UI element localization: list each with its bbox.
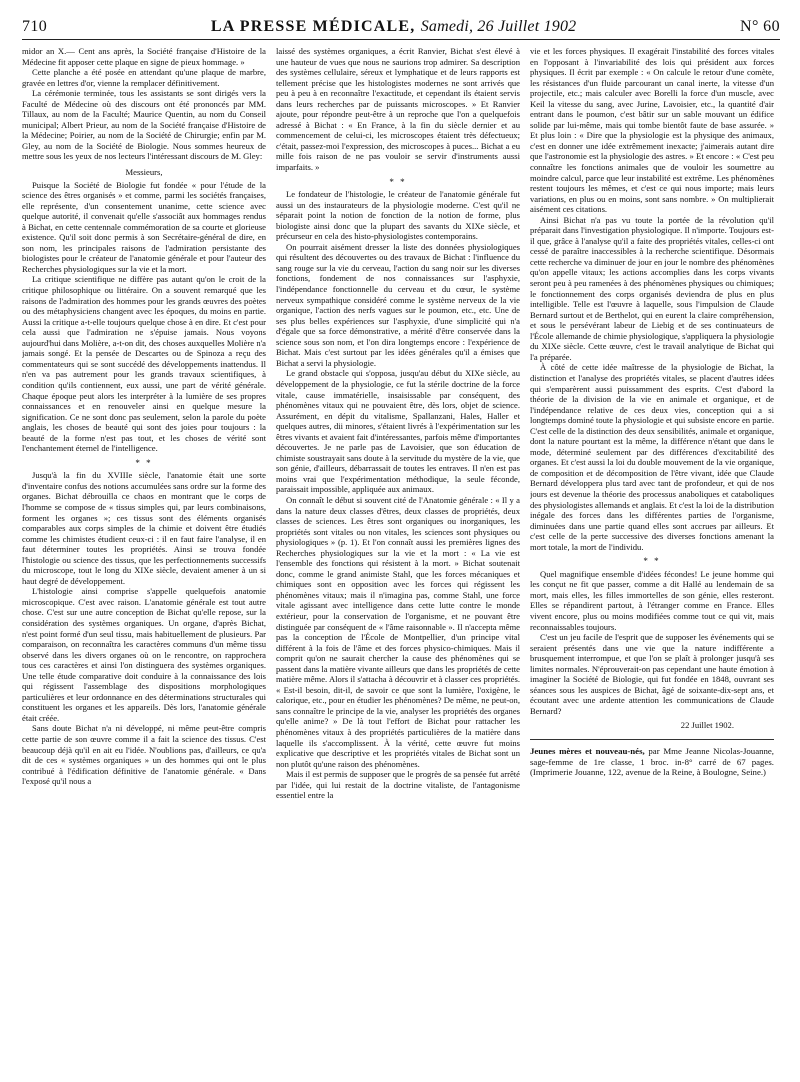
column-1 bbox=[22, 46, 266, 1076]
header-rule bbox=[22, 39, 780, 40]
speech-date: 22 Juillet 1902. bbox=[680, 720, 734, 731]
page-header bbox=[22, 18, 780, 36]
issue-date: Samedi, 26 Juillet 1902 bbox=[420, 18, 577, 35]
paragraph: Le grand obstacle qui s'opposa, jusqu'au début du XIXe siècle, au développement de la physiologie, ce fut la stérile doctrine de la force vitale, cause immatérielle, insaisissable par conséquent, des phénomènes vitaux qui ne pouvaient être, dès lors, objet de science. Assurément, en dépit du vitalisme, Spallanzani, Hales, Haller et quelques autres, dii minores, s'étaient livrés à l'expérimentation sur les êtres vivants et avaient fait d'intéressantes, parfois même d'importantes découvertes. Je ne parle pas de Lavoisier, que son éducation de chimiste soustrayait sans doute à la servitude du mystère de la vie, que son génie, d'ailleurs, débarrassait de toutes les entraves. Il n'en est pas moins vrai que l'expérimentation méthodique, la seule féconde, paraissait impossible, appliquée aux animaux. bbox=[276, 368, 520, 495]
paragraph: La critique scientifique ne diffère pas autant qu'on le croit de la critique philosophique ou littéraire. On a souvent remarqué que les raisons de l'admiration des hommes pour les grands œuvres des poètes ou des métaphysiciens changent avec les époques, du moins en partie. Aussi la critique a-t-elle toujours quelque chose à en dire. Et c'est pour cela aussi que l'admiration ne s'épuise jamais. Nous voyons aujourd'hui dans Molière, a-t-on dit, des choses auxquelles Molière n'a jamais songé. Et la pensée de Descartes ou de Spinoza a reçu des commentateurs qui se sont succédé des développements inattendus. Il n'en va pas autrement pour les grands travaux scientifiques, à condition qu'ils contiennent, eux aussi, une part de vérité générale. Chaque époque peut alors les interpréter à la lumière de ses propres connaissances et en renouveler ainsi en quelque mesure la signification. Ce ne sont donc pas seulement, selon la parole du poète anglais, les choses de beauté qui sont des joies pour toujours : la beauté de la forme n'est pas tout, et les choses de vérité sont l'enchantement éternel de l'intelligence. bbox=[22, 274, 266, 454]
paragraph: Ainsi Bichat n'a pas vu toute la portée de la révolution qu'il préparait dans l'investigation physiologique. Il n'importe. Toujours est-il que, grâce à l'analyse qu'il a faite des propriétés vitales, celles-ci ont cessé de paraître inaccessibles à la recherche scientifique. Désormais cette recherche va diminuer de jour en jour le nombre des phénomènes qu'on appelle vitaux; les actions accomplies dans les corps vivants seront peu à peu ramenées à des phénomènes physiques ou chimiques; le fonctionnement des corps organisés deviendra de plus en plus intelligible. Telle est l'œuvre à laquelle, sous l'impulsion de Claude Bernard surtout et de Berthelot, qui en eurent la claire compréhension, et sous le persévérant labeur de Liebig et de ses continuateurs de l'École allemande de chimie physiologique, s'appliquera la physiologie du XIXe siècle. Cette œuvre, c'est le travail analytique de Bichat qui l'a préparée. bbox=[530, 214, 774, 362]
column-2 bbox=[276, 46, 520, 1076]
paragraph: Quel magnifique ensemble d'idées fécondes! Le jeune homme qui les conçut ne fit que passer, comme a dit Hallé au lendemain de sa mort, mais elles, les filles immortelles de son génie, elles resteront. Elles se répandirent partout, à l'étranger comme en France. Elles vivent encore, plus ou moins modifiées comme tout ce qui vit, mais reconnaissables toujours. bbox=[530, 568, 774, 632]
notice-body: par Mme Jeanne Nicolas-Jouanne, sage-femme de 1re classe, 1 broc. in-8° carré de 67 pages. (Imprimerie Jouanne, 122, avenue de la Reine, à Boulogne, Seine.) bbox=[530, 746, 774, 778]
issue-number: N° 60 bbox=[740, 18, 780, 35]
paragraph: Cette planche a été posée en attendant qu'une plaque de marbre, gravée en lettres d'or, vienne la remplacer définitivement. bbox=[22, 67, 266, 88]
section-stars: * * bbox=[135, 457, 153, 468]
paragraph: L'histologie ainsi comprise s'appelle quelquefois anatomie microscopique. C'est avec raison. L'anatomie générale est tout autre chose. C'est sur une autre conception de Bichat qu'elle repose, sur la considération des systèmes organiques. Un organe, d'après Bichat, n'est point formé d'un seul tissu, mais habituellement de plusieurs. Par comparaison, on reconnaîtra les caractères communs d'un même tissu observé dans les divers organes où on le rencontre, on rapprochera tous ces caractères et ainsi l'on distinguera des systèmes organiques. Une telle étude comparative doit conduire à la connaissance des lois qui régissent l'assemblage des dispositions morphologiques particulières et leur ordonnance en des déterminations structurales qui constituent les organes et les appareils. Dès lors, l'anatomie générale était créée. bbox=[22, 586, 266, 723]
section-stars: * * bbox=[643, 556, 661, 567]
notice-separator bbox=[530, 739, 774, 740]
paragraph: On connaît le début si souvent cité de l'Anatomie générale : « Il y a dans la nature deux classes d'êtres, deux classes de propriétés, deux classes de sciences. Les êtres sont organiques ou inorganiques, les propriétés sont vitales ou non vitales, les sciences sont physiques ou physiologiques » (p. 1). Et l'on connaît aussi les premières lignes des Recherches physiologiques sur la vie et la mort : « La vie est l'ensemble des fonctions qui résistent à la mort. » Bichat soutenait donc, comme le grand animiste Stahl, que les forces mécaniques et chimiques sont en opposition avec les forces qui régissent les phénomènes vitaux; mais il n'imagina pas, comme Stahl, une force vitale agissant avec intelligence dans cette lutte contre le monde extérieur, pour la conservation de l'organisme, et ne pouvant être distinguée par conséquent de « l'âme raisonnable ». Il n'accepta même pas la conception de l'École de Montpellier, d'un principe vital différent à la fois de l'âme et des forces physico-chimiques. Mais il comprit qu'on ne saurait chercher la cause des phénomènes qui se passent dans la matière vivante ailleurs que dans les propriétés de cette matière même. Alors il s'attacha à découvrir et à classer ces propriétés. « Est-il besoin, dit-il, de savoir ce que sont la lumière, l'oxigène, le calorique, etc., pour en étudier les phénomènes? De même, ne peut-on, sans connaître le principe de la vie, analyser les propriétés des organes qu'elle anime? » De là tout l'effort de Bichat pour rattacher les phénomènes vitaux à des propriétés particulières de la matière dans laquelle ils s'accomplissent. À la vérité, cette œuvre fut moins explicative que descriptive et les propriétés vitales de Bichat sont un non plutôt qu'une raison des phénomènes. bbox=[276, 494, 520, 769]
section-stars: * * bbox=[389, 176, 407, 187]
paragraph: Sans doute Bichat n'a ni développé, ni même peut-être compris cette partie de son œuvre comme il a fait la science des tissus. C'est beaucoup déjà qu'il en ait eu l'idée. N'oublions pas, d'ailleurs, ce qu'a dit de ces « systèmes organiques » un des hommes qui ont le plus contribué à l'édification définitive de l'anatomie générale. « Dans l'exposé qu'il nous a bbox=[22, 723, 266, 787]
paragraph: La cérémonie terminée, tous les assistants se sont dirigés vers la Faculté de Médecine où des discours ont été prononcés par MM. Tillaux, au nom de la Faculté; Maurice Quentin, au nom du Conseil municipal; Albert Prieur, au nom de la Société française d'Histoire de la Médecine; Poirier, au nom de la Société de Chirurgie; enfin par M. Gley, au nom de la Société de Biologie. Nous sommes heureux de mettre sous les yeux de nos lecteurs l'intéressant discours de M. Gley: bbox=[22, 88, 266, 162]
column-3 bbox=[530, 46, 774, 1076]
book-notice bbox=[530, 746, 774, 778]
paragraph: vie et les forces physiques. Il exagérait l'instabilité des forces vitales en l'opposant à l'invariabilité des lois qui président aux forces physiques. Il écrit par exemple : « On calcule le retour d'une comète, les résistances d'un fluide parcourant un canal inerte, la vitesse d'un projectile, etc.; mais calculer avec Borelli la force d'un muscle, avec Keil la vitesse du sang, avec Jurine, Lavoisier, etc., la quantité d'air entrant dans le poumon, c'est bâtir sur un sable mouvant un édifice solide par lui-même, mais qui tombe bientôt faute de base assurée. » Et plus loin : « Dire que la physiologie est la physique des animaux, c'est en donner une idée extrêmement inexacte; j'aimerais autant dire que l'astronomie est la physiologie des astres. » Et encore : « C'est peu connaître les fonctions animales que de vouloir les soumettre au moindre calcul, parce que leur instabilité est extrême. Les phénomènes restent toujours les mêmes, et c'est ce qui nous importe; mais leurs variations, en plus ou en moins, sont sans nombre. » On multiplierait aisément ces citations. bbox=[530, 46, 774, 215]
paragraph: Mais il est permis de supposer que le progrès de sa pensée fut arrêté par l'idée, qui lui restait de la doctrine vitaliste, de l'antagonisme essentiel entre la bbox=[276, 769, 520, 801]
journal-title bbox=[211, 18, 577, 36]
paragraph: On pourrait aisément dresser la liste des données physiologiques qui résultent des découvertes ou des travaux de Bichat : l'influence du sang rouge sur la vie du cerveau, l'action du sang noir sur les diverses fonctions, fondement de nos connaissances sur l'asphyxie, l'indépendance fonctionnelle du cerveau et du cœur, le système nerveux sympathique considéré comme le système nerveux de la vie organique, l'action des nerfs vagues sur le poumon, etc., etc. Une de ses plus belles expériences sur l'asphyxie, d'une simplicité qui n'a d'égale que sa force démonstrative, a mérité d'être conservée dans la science sous son nom, et l'on dira longtemps encore : l'expérience de Bichat. Mais c'est surtout par les idées générales qu'il a émises que Bichat a servi la physiologie. bbox=[276, 241, 520, 368]
paragraph: C'est un jeu facile de l'esprit que de supposer les événements qui se seraient présentés dans une vie que la nature indifférente a brusquement interrompue, et que l'on se plaît à prolonger jusqu'à ses limites normales. N'éprouverait-on pas cependant une haute émotion à imaginer la Société de Biologie, qui fut fondée en 1848, ouvrant ses séances sous les auspices de Bichat, âgé de soixante-dix-sept ans, et écoutant avec une ardente attention les communications de Claude Bernard? bbox=[530, 632, 774, 716]
text-columns bbox=[22, 46, 780, 1076]
page-number: 710 bbox=[22, 18, 48, 35]
notice-title: Jeunes mères et nouveau-nés, bbox=[530, 746, 645, 756]
salutation: Messieurs, bbox=[125, 167, 163, 178]
paragraph: midor an X.— Cent ans après, la Société française d'Histoire de la Médecine fit apposer cette plaque en signe de pieux hommage. » bbox=[22, 46, 266, 67]
paragraph: Le fondateur de l'histologie, le créateur de l'anatomie générale fut aussi un des instaurateurs de la physiologie moderne. C'est qu'il ne séparait point la notion de fonction de la notion de forme, plus biologiste ainsi donc que la plupart des savants du XIXe siècle, et précurseur en cela des histo-physiologistes contemporains. bbox=[276, 189, 520, 242]
journal-name: LA PRESSE MÉDICALE, bbox=[210, 18, 416, 35]
paragraph: Jusqu'à la fin du XVIIIe siècle, l'anatomie était une sorte d'inventaire confus des notions accumulées sans ordre sur la forme des organes. Bichat débrouilla ce chaos en montrant que le corps de l'homme se compose de « tissus simples qui, par leurs combinaisons, forment les organes »; ces tissus sont des éléments organisés comparables aux corps simples de la chimie et doivent être étudiés comme les chimistes étudient ceux-ci : il en faut faire l'analyse, il en faut déterminer toutes les propriétés. Ainsi se trouva fondée l'histologie ou science des tissus, que les perfectionnements successifs du microscope, tout le long du XIXe siècle, devaient amener à un si haut degré de développement. bbox=[22, 470, 266, 586]
paragraph: laissé des systèmes organiques, a écrit Ranvier, Bichat s'est élevé à une hauteur de vues que nous ne saurions trop admirer. Sa description des systèmes cellulaire, séreux et lymphatique et de leurs rapports est tellement précise que les histologistes modernes ne sont arrivés que peu à peu à en reconnaître l'exactitude, et cependant ils étaient servis dans leurs recherches par de puissants microscopes. » Et Ranvier ajoute, pour répondre peut-être à un reproche que l'on a quelquefois adressé à Bichat : « En France, à la fin du siècle dernier et au commencement de celui-ci, les microscopes étaient très défectueux; c'était, passez-moi l'expression, des microscopes à puces... Bichat a eu mille fois raison de ne pas vouloir se servir d'instruments aussi imparfaits. » bbox=[276, 46, 520, 173]
paragraph: À côté de cette idée maîtresse de la physiologie de Bichat, la distinction et l'analyse des propriétés vitales, se placent d'autres idées qui s'emparèrent aussi puissamment des esprits. C'est d'abord la théorie de la division de la vie en animale et organique, et de l'indépendance relative de ces deux vies, conception qui a si longtemps dominé toute la physiologie et qui subsiste encore en partie. C'est celle de la distinction des deux sensibilités, animale et organique, dont la nature pourtant est la même, la différence n'étant que dans le mode, déterminé seulement par des différences d'excitabilité des organes. Et c'est aussi la loi du double mouvement de la vie organique, de composition et de décomposition de l'être vivant, idée que Claude Bernard développera plus tard avec tant de profondeur, et qui de nos jours est devenue la théorie des processus anaboliques et cataboliques des physiologistes allemands et anglais. Et c'est la loi de la distribution inégale des forces dans les différentes parties de l'organisme, diminuées dans une partie quand elles sont accrues par ailleurs. Et c'est celle de la perte successive des diverses fonctions amenant la mort totale, la mort de l'individu. bbox=[530, 362, 774, 552]
paragraph: Puisque la Société de Biologie fut fondée « pour l'étude de la science des êtres organisés » et comme, parmi les sociétés françaises, elle représente, d'un consentement unanime, cette science avec quelque autorité, il convenait qu'elle s'associât aux hommages rendus à Bichat, en cette centennale commémoration de sa courte et glorieuse existence. Qu'il soit donc permis à son Secrétaire-général de dire, en son nom, les principales raisons de l'admiration persistante des biologistes pour le créateur de l'anatomie générale et pour l'auteur des Recherches physiologiques sur la vie et la mort. bbox=[22, 179, 266, 274]
